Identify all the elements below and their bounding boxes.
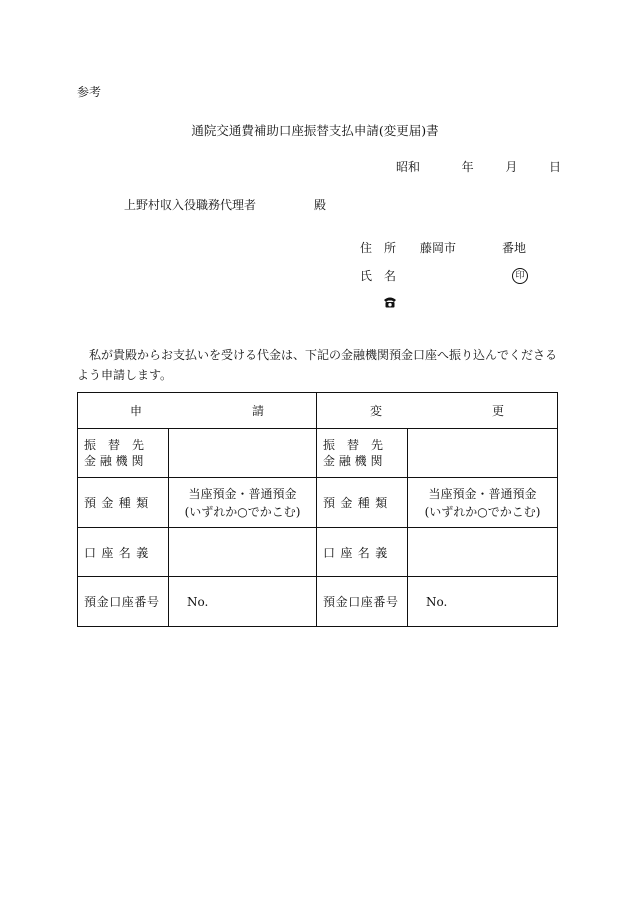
apply-account-name-label: 口座名義	[78, 528, 169, 577]
apply-bank-label-line2: 金 融 機 関	[84, 454, 144, 468]
apply-account-name-field[interactable]	[169, 528, 317, 577]
apply-deposit-type-note: (いずれか○でかこむ)	[184, 504, 301, 519]
date-month: 月	[505, 160, 518, 174]
apply-account-number-label: 預金口座番号	[78, 577, 169, 627]
apply-bank-label-line1: 振 替 先	[84, 438, 145, 452]
change-header	[317, 393, 558, 429]
apply-header	[78, 393, 317, 429]
apply-bank-label	[78, 429, 169, 478]
apply-deposit-type-label: 預金種類	[78, 478, 169, 528]
apply-deposit-type-field[interactable]	[169, 478, 317, 528]
date-era: 昭和	[396, 160, 421, 174]
change-bank-label	[317, 429, 408, 478]
change-account-name-label: 口座名義	[317, 528, 408, 577]
addressee-name: 上野村収入役職務代理者	[124, 198, 257, 212]
bank-transfer-table	[77, 392, 558, 627]
change-bank-label-line2: 金 融 機 関	[323, 454, 383, 468]
apply-account-number-field[interactable]: No.	[169, 577, 317, 627]
change-deposit-type-field[interactable]	[408, 478, 558, 528]
address-banchi: 番地	[502, 241, 527, 255]
apply-header-char1: 申	[129, 404, 142, 418]
telephone-icon	[383, 296, 397, 308]
change-account-number-field[interactable]: No.	[408, 577, 558, 627]
change-deposit-type-options: 当座預金・普通預金	[428, 486, 537, 501]
change-bank-label-line1: 振 替 先	[323, 438, 384, 452]
address-city: 藤岡市	[420, 241, 457, 255]
date-year: 年	[461, 160, 474, 174]
apply-header-char2: 請	[252, 404, 265, 418]
apply-bank-field[interactable]	[169, 429, 317, 478]
name-label: 氏 名	[360, 269, 397, 283]
change-bank-field[interactable]	[408, 429, 558, 478]
change-header-char1: 変	[369, 404, 382, 418]
address-label: 住 所	[360, 241, 397, 255]
reference-label: 参考	[77, 85, 102, 99]
change-deposit-type-label: 預金種類	[317, 478, 408, 528]
date-line	[396, 160, 561, 174]
seal-mark: 印	[512, 268, 528, 284]
addressee-line	[124, 198, 326, 212]
change-header-char2: 更	[492, 404, 505, 418]
change-account-name-field[interactable]	[408, 528, 558, 577]
request-statement: 私が貴殿からお支払いを受ける代金は、下記の金融機関預金口座へ振り込んでくださるよう申請します。	[77, 348, 558, 382]
change-deposit-type-note: (いずれか○でかこむ)	[424, 504, 541, 519]
document-title: 通院交通費補助口座振替支払申請(変更届)書	[191, 123, 439, 138]
addressee-honorific: 殿	[314, 198, 327, 212]
apply-deposit-type-options: 当座預金・普通預金	[188, 486, 297, 501]
change-account-number-label: 預金口座番号	[317, 577, 408, 627]
date-day: 日	[549, 160, 562, 174]
